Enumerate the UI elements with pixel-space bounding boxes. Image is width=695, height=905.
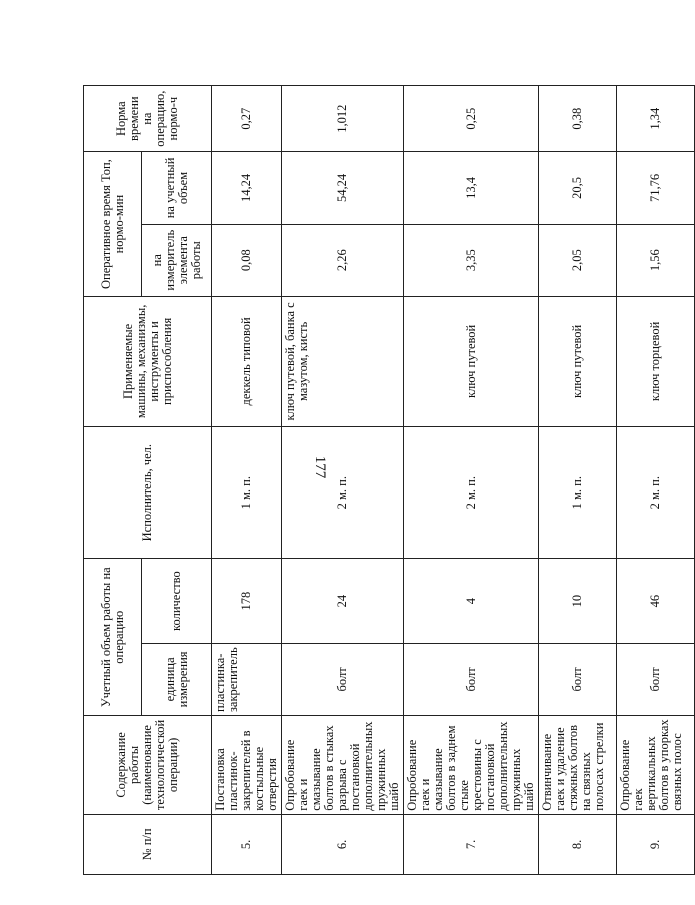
rotated-table-container bbox=[83, 85, 684, 875]
row-content: Опробование гаек и смазывание болтов в стыках разрыва с постановкой дополнительных пружинных шайб bbox=[282, 716, 404, 815]
row-machines: деккель типовой bbox=[212, 296, 282, 426]
row-norm: 0,27 bbox=[212, 86, 282, 152]
header-per-volume: на учетный объем bbox=[142, 152, 212, 224]
row-per-element: 0,08 bbox=[212, 224, 282, 296]
row-content: Отвинчивание гаек и удаление стяжных болтов на связных полосах стрелки bbox=[539, 716, 617, 815]
row-num: 9. bbox=[617, 814, 695, 874]
row-num: 5. bbox=[212, 814, 282, 874]
header-content: Содержание работы (наименование технологической операции) bbox=[84, 716, 212, 815]
table-row bbox=[404, 86, 539, 875]
row-unit: болт bbox=[404, 643, 539, 715]
header-num: № п/п bbox=[84, 814, 212, 874]
table-row bbox=[212, 86, 282, 875]
row-num: 7. bbox=[404, 814, 539, 874]
row-norm: 1,34 bbox=[617, 86, 695, 152]
row-per-volume: 20,5 bbox=[539, 152, 617, 224]
row-qty: 46 bbox=[617, 559, 695, 643]
table-row bbox=[282, 86, 404, 875]
row-per-element: 1,56 bbox=[617, 224, 695, 296]
row-unit: болт bbox=[282, 643, 404, 715]
row-performer: 1 м. п. bbox=[539, 426, 617, 559]
row-machines: ключ путевой bbox=[404, 296, 539, 426]
row-per-volume: 71,76 bbox=[617, 152, 695, 224]
row-norm: 1,012 bbox=[282, 86, 404, 152]
row-per-volume: 54,24 bbox=[282, 152, 404, 224]
row-performer: 1 м. п. bbox=[212, 426, 282, 559]
header-performer: Исполнитель, чел. bbox=[84, 426, 212, 559]
row-per-volume: 13,4 bbox=[404, 152, 539, 224]
row-per-volume: 14,24 bbox=[212, 152, 282, 224]
header-optime: Оперативное время Топ, нормо-мин bbox=[84, 152, 142, 297]
header-per-element: на измеритель элемента работы bbox=[142, 224, 212, 296]
row-machines: ключ путевой, банка с мазутом, кисть bbox=[282, 296, 404, 426]
row-num: 8. bbox=[539, 814, 617, 874]
row-qty: 4 bbox=[404, 559, 539, 643]
row-qty: 10 bbox=[539, 559, 617, 643]
row-per-element: 2,26 bbox=[282, 224, 404, 296]
table-row bbox=[539, 86, 617, 875]
row-machines: ключ торцевой bbox=[617, 296, 695, 426]
row-qty: 24 bbox=[282, 559, 404, 643]
row-content: Постановка пластинок-закрепителей в костыльные отверстия bbox=[212, 716, 282, 815]
header-row-top bbox=[84, 86, 142, 875]
row-performer: 2 м. п. bbox=[282, 426, 404, 559]
table-row bbox=[617, 86, 695, 875]
page-number: 177 bbox=[312, 455, 328, 479]
row-per-element: 3,35 bbox=[404, 224, 539, 296]
header-machines: Применяемые машины, механизмы, инструменты и приспособления bbox=[84, 296, 212, 426]
work-norm-table bbox=[83, 85, 695, 875]
row-per-element: 2,05 bbox=[539, 224, 617, 296]
row-performer: 2 м. п. bbox=[617, 426, 695, 559]
header-qty: количество bbox=[142, 559, 212, 643]
row-content: Опробование гаек вертикальных болтов в упорках связных полос bbox=[617, 716, 695, 815]
row-unit: болт bbox=[617, 643, 695, 715]
row-unit: болт bbox=[539, 643, 617, 715]
header-norm: Норма времени на операцию, нормо-ч bbox=[84, 86, 212, 152]
row-qty: 178 bbox=[212, 559, 282, 643]
row-unit: пластинка-закрепитель bbox=[212, 643, 282, 715]
header-volume: Учетный объем работы на операцию bbox=[84, 559, 142, 716]
row-num: 6. bbox=[282, 814, 404, 874]
row-norm: 0,25 bbox=[404, 86, 539, 152]
row-machines: ключ путевой bbox=[539, 296, 617, 426]
header-unit: единица измерения bbox=[142, 643, 212, 715]
row-norm: 0,38 bbox=[539, 86, 617, 152]
row-content: Опробование гаек и смазывание болтов в заднем стыке крестовины с постановкой дополнительных пружинных шайб bbox=[404, 716, 539, 815]
row-performer: 2 м. п. bbox=[404, 426, 539, 559]
